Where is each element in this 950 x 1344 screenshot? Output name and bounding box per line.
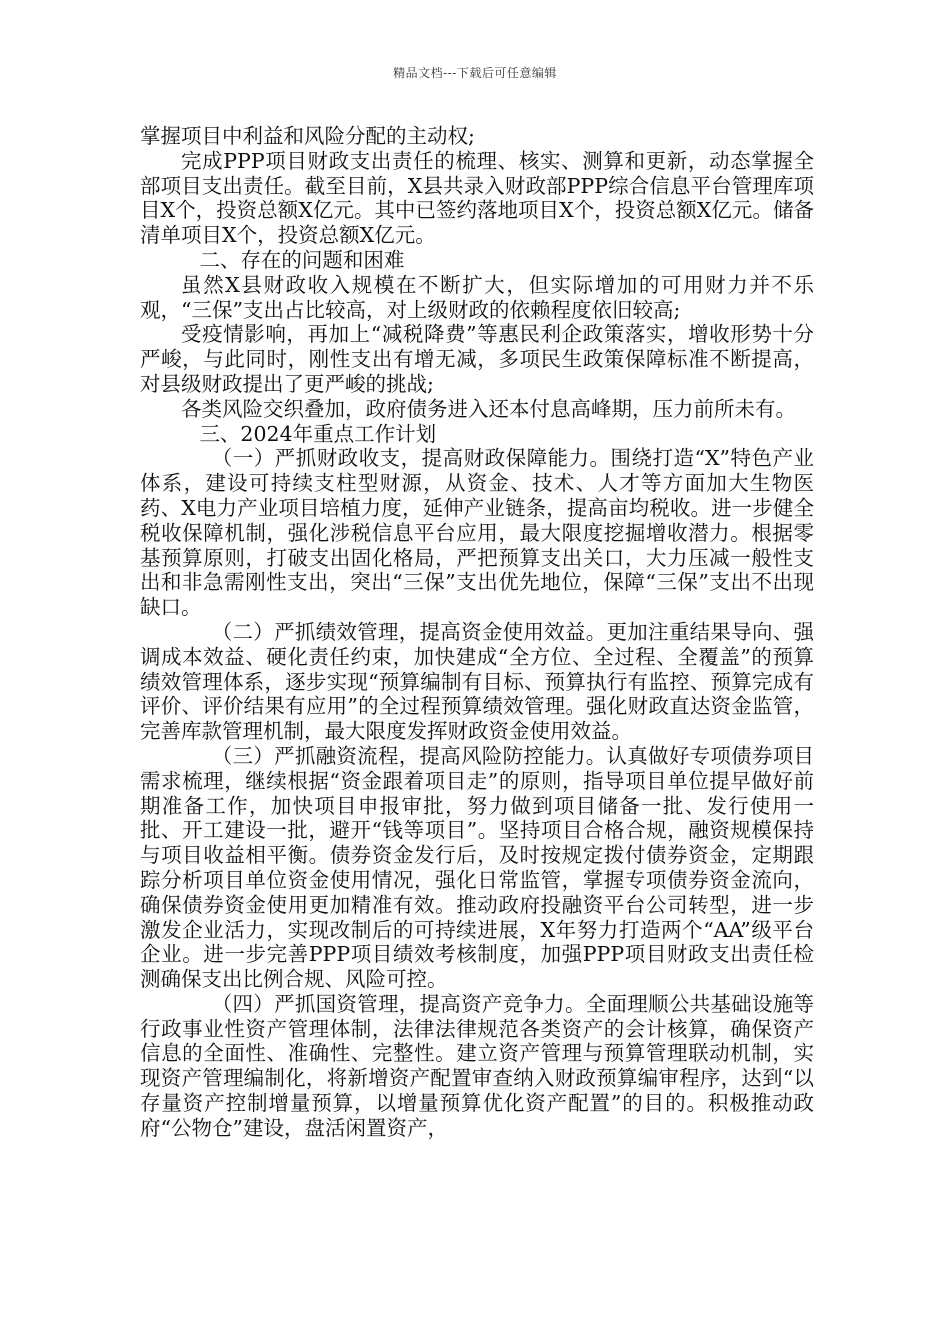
paragraph-item-2: （二）严抓绩效管理，提高资金使用效益。更加注重结果导向、强调成本效益、硬化责任约束，加快建成“全方位、全过程、全覆盖”的预算绩效管理体系，逐步实现“预算编制有目标、预算执行有监控、预算完成有评价、评价结果有应用”的全过程预算绩效管理。强化财政直达资金监管，完善库款管理机制，最大限度发挥财政资金使用效益。 [140, 619, 814, 744]
document-body [140, 124, 814, 1141]
paragraph-1: 掌握项目中利益和风险分配的主动权; [140, 124, 475, 148]
section-heading-2: 二、存在的问题和困难 [199, 247, 405, 272]
paragraph-item-3: （三）严抓融资流程，提高风险防控能力。认真做好专项债券项目需求梳理，继续根据“资金跟着项目走”的原则，指导项目单位提早做好前期准备工作，加快项目申报审批，努力做到项目储备一批、发行使用一批、开工建设一批，避开“钱等项目”。坚持项目合格合规，融资规模保持与项目收益相平衡。债券资金发行后，及时按规定拨付债券资金，定期跟踪分析项目单位资金使用情况，强化日常监管，掌握专项债券资金流向，确保债券资金使用更加精准有效。推动政府投融资平台公司转型，进一步激发企业活力，实现改制后的可持续进展，X年努力打造两个“AA”级平台企业。进一步完善PPP项目绩效考核制度，加强PPP项目财政支出责任检测确保支出比例合规、风险可控。 [140, 743, 814, 992]
paragraph-item-1: （一）严抓财政收支，提高财政保障能力。围绕打造“X”特色产业体系，建设可持续支柱型财源，从资金、技术、人才等方面加大生物医药、X电力产业项目培植力度，延伸产业链条，提高亩均税收。进一步健全税收保障机制，强化涉税信息平台应用，最大限度挖掘增收潜力。根据零基预算原则，打破支出固化格局，严把预算支出关口，大力压减一般性支出和非急需刚性支出，突出“三保”支出优先地位，保障“三保”支出不出现缺口。 [140, 446, 814, 620]
paragraph-2: 完成PPP项目财政支出责任的梳理、核实、测算和更新，动态掌握全部项目支出责任。截至目前，X县共录入财政部PPP综合信息平台管理库项目X个，投资总额X亿元。其中已签约落地项目X个，投资总额X亿元。储备清单项目X个，投资总额X亿元。 [140, 148, 814, 248]
paragraph-4: 受疫情影响，再加上“减税降费”等惠民利企政策落实，增收形势十分严峻，与此同时，刚性支出有增无减，多项民生政策保障标准不断提高，对县级财政提出了更严峻的挑战; [140, 322, 814, 396]
page-header-watermark: 精品文档---下载后可任意编辑 [393, 66, 557, 80]
paragraph-3: 虽然X县财政收入规模在不断扩大，但实际增加的可用财力并不乐观，“三保”支出占比较高，对上级财政的依赖程度依旧较高; [140, 272, 814, 322]
paragraph-5: 各类风险交织叠加，政府债务进入还本付息高峰期，压力前所未有。 [181, 396, 796, 421]
paragraph-item-4: （四）严抓国资管理，提高资产竞争力。全面理顺公共基础设施等行政事业性资产管理体制，法律法律规范各类资产的会计核算，确保资产信息的全面性、准确性、完整性。建立资产管理与预算管理联动机制，实现资产管理编制化，将新增资产配置审查纳入财政预算编审程序，达到“以存量资产控制增量预算，以增量预算优化资产配置”的目的。积极推动政府“公物仓”建设，盘活闲置资产， [140, 991, 814, 1140]
section-heading-3: 三、2024年重点工作计划 [199, 421, 437, 446]
